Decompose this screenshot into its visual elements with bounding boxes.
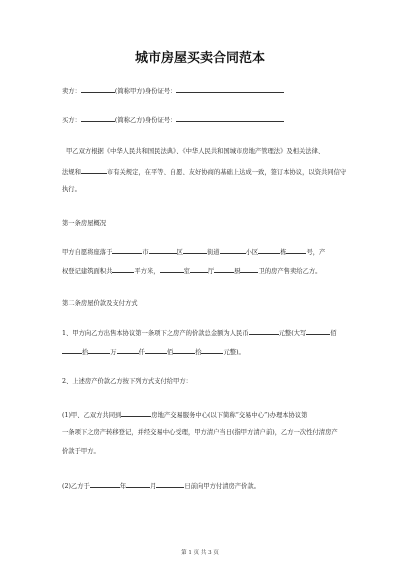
article-2-para-3-line-3: 价款于甲方。	[62, 448, 100, 455]
article-1-line-2	[62, 266, 362, 276]
intro-line-1: 甲乙双方根据《中华人民共和国民法典》、《中华人民共和国城市房地产管理法》及相关法律、	[66, 148, 325, 155]
a2-p1-l2e: 拾	[195, 349, 202, 356]
article-2-para-1-line-1	[62, 328, 362, 338]
a1-l2a: 权登记建筑面积共	[62, 268, 113, 275]
price-ten-million-blank[interactable]	[62, 347, 82, 354]
halls-blank[interactable]	[190, 266, 208, 273]
seller-label: 卖方：	[62, 88, 81, 95]
a2-p1-l2f: 元整)。	[223, 349, 245, 356]
price-million-blank[interactable]	[306, 328, 330, 335]
article-2-para-3-line-1	[62, 410, 362, 420]
seller-line	[62, 86, 362, 96]
a1-l2d: 厅	[207, 268, 215, 275]
intro-line-2	[62, 167, 362, 177]
a1-l1e: 小区	[245, 249, 259, 256]
price-thousand-blank[interactable]	[117, 347, 139, 354]
price-ten-blank[interactable]	[173, 347, 195, 354]
a2-p4a: (2)乙方于	[62, 483, 90, 490]
price-yuan-blank[interactable]	[201, 347, 223, 354]
a2-p1-l2b: 万	[110, 349, 117, 356]
buyer-id-blank[interactable]	[176, 115, 284, 122]
street-blank[interactable]	[220, 247, 246, 254]
article-2-para-1-line-2	[62, 347, 362, 357]
a1-l2f: 卫的房产售卖给乙方。	[258, 268, 322, 275]
buyer-line	[62, 115, 362, 125]
rooms-blank[interactable]	[160, 266, 184, 273]
day-blank[interactable]	[156, 481, 184, 488]
article-2-para-3-line-2: 一条项下之房产转移登记，并经交易中心受理，甲方清户当日(指甲方清户前)，乙方一次性付清房产	[62, 429, 338, 436]
a2-p1-l2c: 仟	[138, 349, 145, 356]
a2-p3-l1b: 房地产交易服务中心(以下简称“交易中心”)办理本协议第	[151, 412, 308, 419]
intro-line-2b: 市有关规定，在平等、自愿、友好协商的基础上达成一致，签订本协议，以资共同信守	[106, 169, 347, 176]
month-blank[interactable]	[126, 481, 150, 488]
a2-p1-l1a: 1、甲方向乙方出售本协议第一条项下之房产的价款总金额为人民币	[62, 330, 249, 337]
a2-p4b: 年	[119, 483, 127, 490]
article-2-heading: 第二条房屋价款及支付方式	[62, 300, 138, 307]
a2-p4c: 月	[150, 483, 157, 490]
center-blank[interactable]	[121, 410, 151, 417]
kitchens-blank[interactable]	[214, 266, 234, 273]
city-blank[interactable]	[81, 167, 107, 174]
intro-line-3: 执行。	[62, 186, 81, 193]
buyer-id-label: (简称乙方)身份证号：	[114, 117, 177, 124]
price-10k-blank[interactable]	[88, 347, 110, 354]
a2-p1-l1c: 佰	[330, 330, 337, 337]
a1-l2c: 室	[183, 268, 190, 275]
article-2-para-4	[62, 481, 362, 491]
number-blank[interactable]	[286, 247, 306, 254]
price-hundred-blank[interactable]	[145, 347, 167, 354]
a2-p3-l1a: (1)甲、乙双方共同到	[62, 412, 122, 419]
article-1-heading: 第一条房屋概况	[62, 220, 107, 227]
a1-l1g: 号，产	[306, 249, 326, 256]
a1-l2b: 平方米，	[134, 268, 160, 275]
a1-l1a: 甲方自愿将座落于	[62, 249, 113, 256]
seller-id-blank[interactable]	[176, 86, 284, 93]
seller-name-blank[interactable]	[81, 86, 115, 93]
city-name-blank[interactable]	[149, 247, 177, 254]
a2-p1-l1b: 元整(大写	[278, 330, 307, 337]
a1-l1d: 街道	[206, 249, 220, 256]
area-blank[interactable]	[112, 266, 134, 273]
article-1-line-1	[62, 247, 362, 257]
buyer-label: 买方：	[62, 117, 81, 124]
seller-id-label: (简称甲方)身份证号：	[114, 88, 177, 95]
a1-l1f: 栋	[280, 249, 287, 256]
a1-l1c: 区	[176, 249, 183, 256]
buyer-name-blank[interactable]	[81, 115, 115, 122]
a1-l1b: 市	[142, 249, 149, 256]
baths-blank[interactable]	[240, 266, 258, 273]
province-blank[interactable]	[112, 247, 142, 254]
article-2-para-2: 2、上述房产价款乙方按下列方式支付给甲方：	[62, 378, 192, 385]
a1-l2e: 厨	[234, 268, 241, 275]
district-blank[interactable]	[183, 247, 207, 254]
page-footer: 第 1 页 共 3 页	[181, 550, 219, 556]
intro-line-2a: 法规和	[62, 169, 81, 176]
page-title: 城市房屋买卖合同范本	[134, 51, 265, 66]
year-blank[interactable]	[90, 481, 120, 488]
building-blank[interactable]	[258, 247, 280, 254]
a2-p1-l2d: 佰	[166, 349, 174, 356]
a2-p4d: 日前向甲方付清房产价款。	[184, 483, 260, 490]
price-blank[interactable]	[249, 328, 279, 335]
a2-p1-l2a: 拾	[82, 349, 89, 356]
